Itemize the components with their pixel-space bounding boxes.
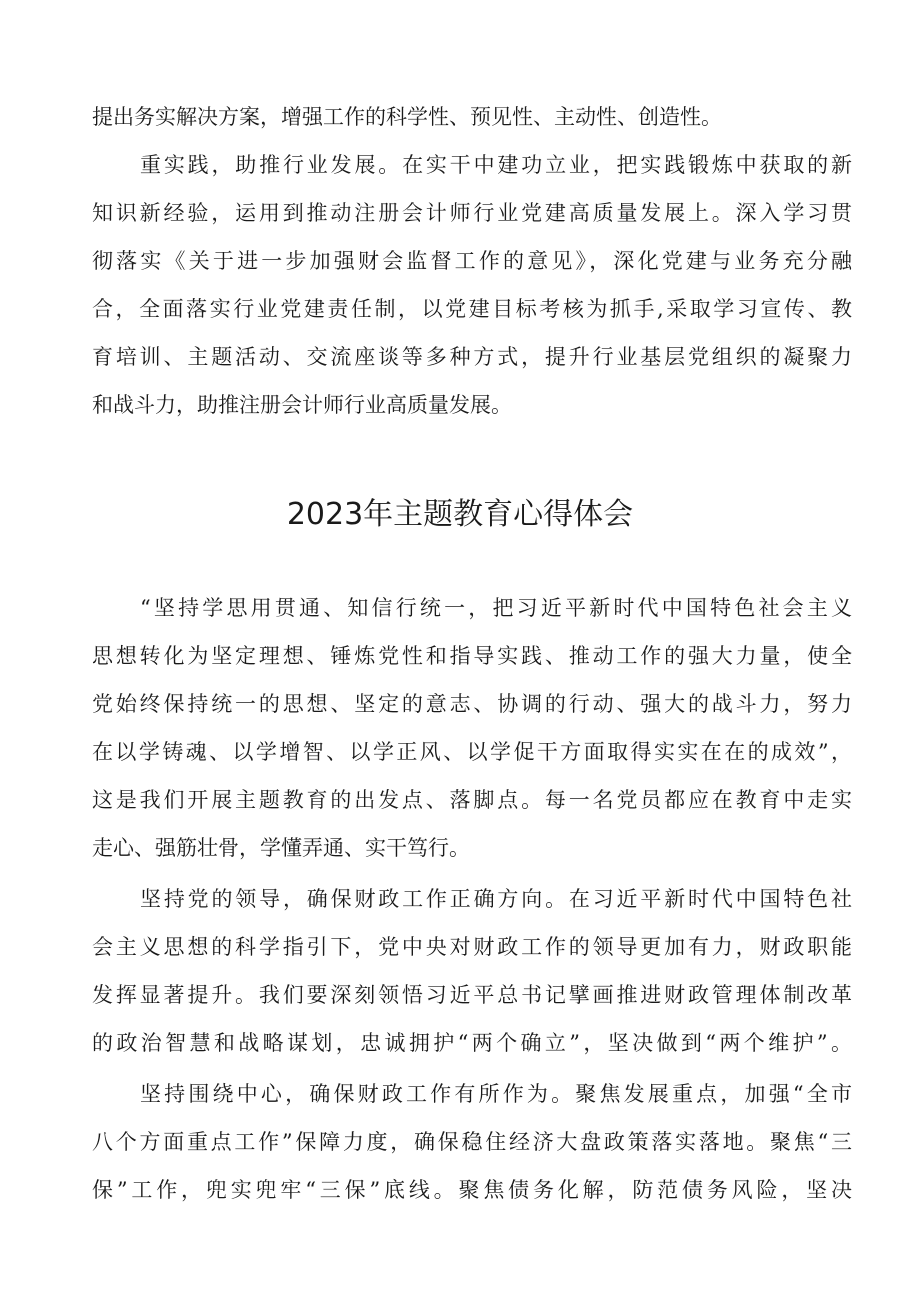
paragraph-line: 八个方面重点工作”保障力度，确保稳住经济大盘政策落实落地。聚焦“三: [92, 1130, 852, 1154]
paragraph-line: 坚持党的领导，确保财政工作正确方向。在习近平新时代中国特色社: [140, 887, 852, 911]
document-title: 2023年主题教育心得体会: [286, 497, 634, 532]
paragraph-line: 发挥显著提升。我们要深刻领悟习近平总书记擘画推进财政管理体制改革: [92, 983, 852, 1007]
paragraph-line: 育培训、主题活动、交流座谈等多种方式，提升行业基层党组织的凝聚力: [92, 345, 852, 369]
paragraph-line: 和战斗力，助推注册会计师行业高质量发展。: [92, 393, 512, 417]
paragraph-line: 的政治智慧和战略谋划，忠诚拥护“两个确立”，坚决做到“两个维护”。: [92, 1031, 852, 1055]
paragraph-line: 知识新经验，运用到推动注册会计师行业党建高质量发展上。深入学习贯: [92, 201, 852, 225]
paragraph-line: 提出务实解决方案，增强工作的科学性、预见性、主动性、创造性。: [92, 105, 722, 129]
paragraph-line: 合，全面落实行业党建责任制，以党建目标考核为抓手,采取学习宣传、教: [92, 297, 852, 321]
paragraph-line: 坚持围绕中心，确保财政工作有所作为。聚焦发展重点，加强“全市: [140, 1082, 852, 1106]
paragraph-line: 会主义思想的科学指引下，党中央对财政工作的领导更加有力，财政职能: [92, 935, 852, 959]
paragraph-line: 这是我们开展主题教育的出发点、落脚点。每一名党员都应在教育中走实: [92, 788, 852, 812]
paragraph-line: 彻落实《关于进一步加强财会监督工作的意见》，深化党建与业务充分融: [92, 249, 852, 273]
paragraph-line: 党始终保持统一的思想、坚定的意志、协调的行动、强大的战斗力，努力: [92, 692, 852, 716]
paragraph-line: “坚持学思用贯通、知信行统一，把习近平新时代中国特色社会主义: [140, 596, 852, 620]
paragraph-line: 重实践，助推行业发展。在实干中建功立业，把实践锻炼中获取的新: [140, 153, 852, 177]
paragraph-line: 走心、强筋壮骨，学懂弄通、实干笃行。: [92, 836, 470, 860]
paragraph-line: 思想转化为坚定理想、锤炼党性和指导实践、推动工作的强大力量，使全: [92, 644, 852, 668]
paragraph-line: 在以学铸魂、以学增智、以学正风、以学促干方面取得实实在在的成效”，: [92, 740, 852, 764]
paragraph-line: 保”工作，兜实兜牢“三保”底线。聚焦债务化解，防范债务风险，坚决: [92, 1178, 852, 1202]
